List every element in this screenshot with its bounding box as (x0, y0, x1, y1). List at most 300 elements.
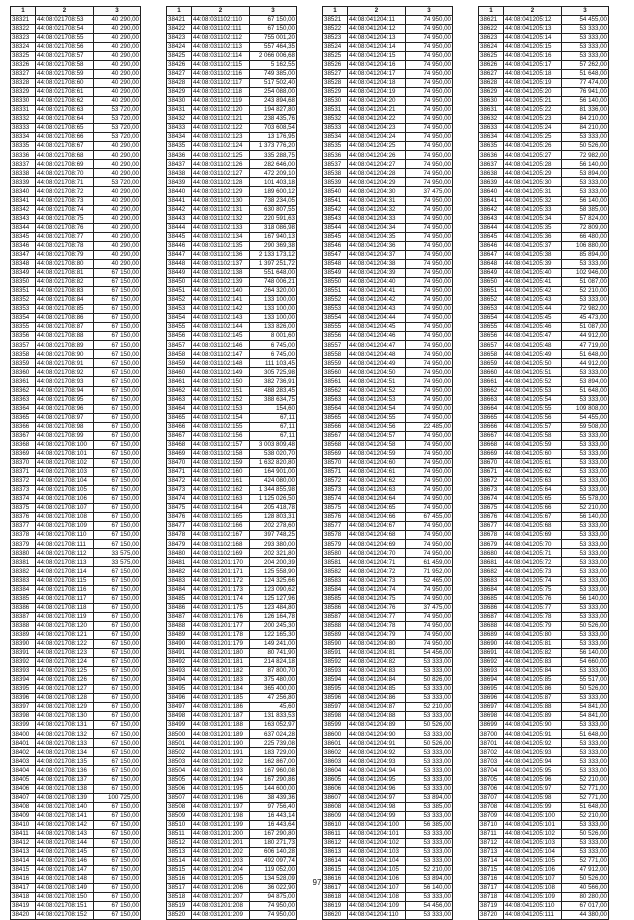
row-number: 38662 (479, 386, 504, 395)
table-row (479, 268, 609, 277)
value-cell: 67 150,00 (94, 902, 141, 911)
row-number: 38404 (11, 766, 36, 775)
cadastral-number: 44:08:031102:163 (192, 495, 250, 504)
row-number: 38706 (479, 784, 504, 793)
row-number: 38391 (11, 648, 36, 657)
value-cell: 74 950,00 (406, 368, 453, 377)
table-row (323, 748, 453, 757)
table-row (11, 486, 141, 495)
cadastral-number: 44:08:031201:187 (192, 712, 250, 721)
row-number: 38340 (11, 187, 36, 196)
row-number: 38372 (11, 476, 36, 485)
table-row (11, 567, 141, 576)
value-cell: 214 824,18 (250, 657, 297, 666)
table-row (479, 576, 609, 585)
row-number: 38564 (323, 404, 348, 413)
cadastral-number: 44:08:021708:146 (36, 856, 94, 865)
cadastral-number: 44:08:031201:174 (192, 594, 250, 603)
cadastral-number: 44:08:021708:83 (36, 287, 94, 296)
cadastral-number: 44:08:041205:106 (504, 866, 562, 875)
table-row (11, 223, 141, 232)
cadastral-number: 44:08:041204:70 (348, 549, 406, 558)
row-number: 38625 (479, 51, 504, 60)
table-row (479, 97, 609, 106)
cadastral-number: 44:08:031102:128 (192, 178, 250, 187)
row-number: 38554 (323, 314, 348, 323)
row-number: 38484 (167, 585, 192, 594)
cadastral-number: 44:08:021708:79 (36, 250, 94, 259)
value-cell: 53 333,00 (562, 666, 609, 675)
value-cell: 45,60 (250, 703, 297, 712)
value-cell: 67 150,00 (94, 268, 141, 277)
table-row (323, 486, 453, 495)
cadastral-number: 44:08:021708:65 (36, 124, 94, 133)
row-number: 38441 (167, 196, 192, 205)
value-cell: 74 950,00 (406, 115, 453, 124)
table-row (11, 802, 141, 811)
value-cell: 749 385,00 (250, 69, 297, 78)
row-number: 38397 (11, 703, 36, 712)
cadastral-number: 44:08:041204:93 (348, 757, 406, 766)
table-row (167, 277, 297, 286)
table-row (479, 911, 609, 920)
cadastral-number: 44:08:031201:193 (192, 766, 250, 775)
value-cell: 67 150,00 (94, 413, 141, 422)
table-row (479, 893, 609, 902)
cadastral-number: 44:08:041205:74 (504, 576, 562, 585)
cadastral-number: 44:08:041204:98 (348, 802, 406, 811)
table-row (11, 368, 141, 377)
table-row (479, 793, 609, 802)
row-number: 38690 (479, 639, 504, 648)
table-row (167, 712, 297, 721)
table-row (11, 395, 141, 404)
cadastral-number: 44:08:021708:103 (36, 467, 94, 476)
table-row (11, 187, 141, 196)
cadastral-number: 44:08:021708:147 (36, 866, 94, 875)
cadastral-number: 44:08:041205:23 (504, 115, 562, 124)
value-cell: 167 940,13 (250, 232, 297, 241)
row-number: 38588 (323, 621, 348, 630)
cadastral-number: 44:08:021708:56 (36, 42, 94, 51)
table-row (11, 323, 141, 332)
value-cell: 74 950,00 (406, 639, 453, 648)
value-cell: 80 741,90 (250, 648, 297, 657)
cadastral-number: 44:08:041204:73 (348, 576, 406, 585)
value-cell: 56 140,00 (562, 160, 609, 169)
cadastral-number: 44:08:041205:97 (504, 784, 562, 793)
table-row (479, 811, 609, 820)
table-row (11, 33, 141, 42)
row-number: 38338 (11, 169, 36, 178)
table-row (11, 78, 141, 87)
table-row (323, 259, 453, 268)
table-row (479, 142, 609, 151)
row-number: 38438 (167, 169, 192, 178)
value-cell: 74 950,00 (406, 458, 453, 467)
row-number: 38449 (167, 268, 192, 277)
row-number: 38654 (479, 314, 504, 323)
value-cell: 74 950,00 (406, 24, 453, 33)
table-row (479, 648, 609, 657)
cadastral-number: 44:08:021708:59 (36, 69, 94, 78)
table-row (323, 305, 453, 314)
cadastral-number: 44:08:041204:78 (348, 621, 406, 630)
cadastral-number: 44:08:031102:155 (192, 422, 250, 431)
table-row (323, 531, 453, 540)
value-cell: 53 333,00 (562, 187, 609, 196)
cadastral-number: 44:08:041205:33 (504, 205, 562, 214)
value-cell: 74 950,00 (250, 902, 297, 911)
row-number: 38373 (11, 486, 36, 495)
table-row (167, 287, 297, 296)
cadastral-number: 44:08:021708:121 (36, 630, 94, 639)
table-row (167, 476, 297, 485)
value-cell: 74 950,00 (406, 142, 453, 151)
value-cell: 74 950,00 (406, 404, 453, 413)
table-row (167, 558, 297, 567)
value-cell: 56 140,00 (562, 196, 609, 205)
value-cell: 53 333,00 (562, 42, 609, 51)
cadastral-number: 44:08:021708:140 (36, 802, 94, 811)
register-block-2 (166, 6, 297, 920)
row-number: 38720 (479, 911, 504, 920)
row-number: 38425 (167, 51, 192, 60)
row-number: 38430 (167, 97, 192, 106)
row-number: 38558 (323, 350, 348, 359)
table-row (323, 15, 453, 24)
value-cell: 58 385,00 (562, 205, 609, 214)
table-row (11, 97, 141, 106)
table-row (479, 748, 609, 757)
value-cell: 52 771,00 (562, 856, 609, 865)
cadastral-number: 44:08:021708:86 (36, 314, 94, 323)
value-cell: 67 150,00 (94, 395, 141, 404)
cadastral-number: 44:08:041204:110 (348, 911, 406, 920)
table-row (323, 495, 453, 504)
cadastral-number: 44:08:031102:127 (192, 169, 250, 178)
table-row (479, 413, 609, 422)
table-row (479, 115, 609, 124)
cadastral-number: 44:08:021708:88 (36, 332, 94, 341)
cadastral-number: 44:08:041204:106 (348, 875, 406, 884)
row-number: 38556 (323, 332, 348, 341)
cadastral-number: 44:08:031102:110 (192, 15, 250, 24)
table-row (11, 504, 141, 513)
row-number: 38331 (11, 106, 36, 115)
table-row (167, 87, 297, 96)
cadastral-number: 44:08:041204:23 (348, 124, 406, 133)
value-cell: 72 982,00 (562, 305, 609, 314)
table-row (11, 603, 141, 612)
row-number: 38440 (167, 187, 192, 196)
row-number: 38607 (323, 793, 348, 802)
row-number: 38422 (167, 24, 192, 33)
table-row (167, 60, 297, 69)
row-number: 38614 (323, 856, 348, 865)
cadastral-number: 44:08:041205:110 (504, 902, 562, 911)
cadastral-number: 44:08:031102:159 (192, 458, 250, 467)
table-row (167, 847, 297, 856)
table-row (479, 386, 609, 395)
row-number: 38408 (11, 802, 36, 811)
cadastral-number: 44:08:031201:188 (192, 721, 250, 730)
cadastral-number: 44:08:021708:135 (36, 757, 94, 766)
row-number: 38578 (323, 531, 348, 540)
table-row (323, 612, 453, 621)
cadastral-number: 44:08:041205:47 (504, 332, 562, 341)
row-number: 38518 (167, 893, 192, 902)
table-row (167, 549, 297, 558)
row-number: 38364 (11, 404, 36, 413)
row-number: 38653 (479, 305, 504, 314)
value-cell: 74 950,00 (406, 332, 453, 341)
row-number: 38344 (11, 223, 36, 232)
row-number: 38710 (479, 820, 504, 829)
row-number: 38714 (479, 856, 504, 865)
row-number: 38395 (11, 685, 36, 694)
row-number: 38680 (479, 549, 504, 558)
row-number: 38679 (479, 540, 504, 549)
table-row (11, 458, 141, 467)
value-cell: 53 333,00 (562, 522, 609, 531)
value-cell: 2 133 173,12 (250, 250, 297, 259)
cadastral-number: 44:08:041205:61 (504, 458, 562, 467)
row-number: 38600 (323, 730, 348, 739)
row-number: 38593 (323, 666, 348, 675)
value-cell: 54 455,00 (562, 15, 609, 24)
row-number: 38365 (11, 413, 36, 422)
value-cell: 53 333,00 (406, 911, 453, 920)
value-cell: 74 950,00 (406, 341, 453, 350)
value-cell: 76 941,00 (562, 87, 609, 96)
row-number: 38543 (323, 214, 348, 223)
value-cell: 54 455,00 (562, 413, 609, 422)
row-number: 38508 (167, 802, 192, 811)
row-number: 38429 (167, 87, 192, 96)
cadastral-number: 44:08:041205:86 (504, 685, 562, 694)
cadastral-number: 44:08:041204:16 (348, 60, 406, 69)
row-number: 38511 (167, 829, 192, 838)
value-cell: 40 290,00 (94, 160, 141, 169)
value-cell: 67 150,00 (94, 757, 141, 766)
cadastral-number: 44:08:021708:110 (36, 531, 94, 540)
cadastral-number: 44:08:021708:137 (36, 775, 94, 784)
table-row (323, 440, 453, 449)
table-row (11, 386, 141, 395)
cadastral-number: 44:08:021708:58 (36, 60, 94, 69)
row-number: 38562 (323, 386, 348, 395)
row-number: 38697 (479, 703, 504, 712)
value-cell: 67 150,00 (94, 314, 141, 323)
table-row (479, 341, 609, 350)
row-number: 38541 (323, 196, 348, 205)
table-row (167, 449, 297, 458)
row-number: 38505 (167, 775, 192, 784)
cadastral-number: 44:08:021708:107 (36, 504, 94, 513)
value-cell: 472 209,10 (250, 169, 297, 178)
cadastral-number: 44:08:021708:138 (36, 784, 94, 793)
value-cell: 100 725,00 (94, 793, 141, 802)
value-cell: 16 443,14 (250, 811, 297, 820)
cadastral-number: 44:08:041205:87 (504, 694, 562, 703)
row-number: 38353 (11, 305, 36, 314)
cadastral-number: 44:08:021708:104 (36, 476, 94, 485)
cadastral-number: 44:08:041205:25 (504, 133, 562, 142)
cadastral-number: 44:08:021708:90 (36, 350, 94, 359)
table-row (11, 721, 141, 730)
value-cell: 47 719,00 (562, 341, 609, 350)
row-number: 38637 (479, 160, 504, 169)
value-cell: 16 443,64 (250, 820, 297, 829)
row-number: 38493 (167, 666, 192, 675)
value-cell: 1 397 251,72 (250, 259, 297, 268)
cadastral-number: 44:08:041204:18 (348, 78, 406, 87)
table-row (11, 160, 141, 169)
cadastral-number: 44:08:021708:61 (36, 87, 94, 96)
cadastral-number: 44:08:041205:31 (504, 187, 562, 196)
table-row (479, 685, 609, 694)
table-row (167, 268, 297, 277)
cadastral-number: 44:08:041205:105 (504, 856, 562, 865)
value-cell: 55 578,00 (562, 495, 609, 504)
value-cell: 74 950,00 (406, 476, 453, 485)
row-number: 38480 (167, 549, 192, 558)
row-number: 38682 (479, 567, 504, 576)
row-number: 38703 (479, 757, 504, 766)
row-number: 38354 (11, 314, 36, 323)
value-cell: 56 140,00 (562, 648, 609, 657)
table-row (11, 314, 141, 323)
row-number: 38418 (11, 893, 36, 902)
table-row (11, 748, 141, 757)
value-cell: 54 660,00 (562, 657, 609, 666)
value-cell: 53 333,00 (562, 694, 609, 703)
cadastral-number: 44:08:041205:84 (504, 666, 562, 675)
cadastral-number: 44:08:031201:184 (192, 685, 250, 694)
row-number: 38673 (479, 486, 504, 495)
value-cell: 205 418,78 (250, 504, 297, 513)
cadastral-number: 44:08:021708:95 (36, 395, 94, 404)
cadastral-number: 44:08:021708:85 (36, 305, 94, 314)
value-cell: 335 288,75 (250, 151, 297, 160)
value-cell: 74 950,00 (406, 612, 453, 621)
value-cell: 40 290,00 (94, 78, 141, 87)
row-number: 38383 (11, 576, 36, 585)
row-number: 38718 (479, 893, 504, 902)
row-number: 38515 (167, 866, 192, 875)
value-cell: 53 333,00 (562, 567, 609, 576)
value-cell: 74 950,00 (406, 467, 453, 476)
table-row (167, 775, 297, 784)
table-row (323, 513, 453, 522)
cadastral-number: 44:08:041205:24 (504, 124, 562, 133)
table-row (167, 160, 297, 169)
cadastral-number: 44:08:041204:91 (348, 739, 406, 748)
table-row (167, 97, 297, 106)
cadastral-number: 44:08:031201:203 (192, 856, 250, 865)
table-row (323, 739, 453, 748)
cadastral-number: 44:08:041204:39 (348, 268, 406, 277)
row-number: 38379 (11, 540, 36, 549)
row-number: 38516 (167, 875, 192, 884)
row-number: 38610 (323, 820, 348, 829)
row-number: 38448 (167, 259, 192, 268)
row-number: 38431 (167, 106, 192, 115)
row-number: 38378 (11, 531, 36, 540)
row-number: 38699 (479, 721, 504, 730)
cadastral-number: 44:08:041204:34 (348, 223, 406, 232)
row-number: 38671 (479, 467, 504, 476)
value-cell: 74 950,00 (406, 259, 453, 268)
row-number: 38367 (11, 431, 36, 440)
value-cell: 40 290,00 (94, 241, 141, 250)
row-number: 38628 (479, 78, 504, 87)
value-cell: 53 333,00 (562, 51, 609, 60)
cadastral-number: 44:08:021708:115 (36, 576, 94, 585)
table-row (11, 250, 141, 259)
cadastral-number: 44:08:041205:22 (504, 106, 562, 115)
row-number: 38581 (323, 558, 348, 567)
table-row (479, 567, 609, 576)
value-cell: 74 950,00 (406, 33, 453, 42)
cadastral-number: 44:08:031102:114 (192, 51, 250, 60)
table-row (323, 540, 453, 549)
table-row (479, 359, 609, 368)
row-number: 38426 (167, 60, 192, 69)
row-number: 38507 (167, 793, 192, 802)
row-number: 38323 (11, 33, 36, 42)
cadastral-number: 44:08:041205:49 (504, 350, 562, 359)
value-cell: 74 950,00 (406, 504, 453, 513)
value-cell: 67 150,00 (94, 648, 141, 657)
value-cell: 397 748,25 (250, 531, 297, 540)
table-row (323, 639, 453, 648)
value-cell: 66 480,00 (562, 232, 609, 241)
cadastral-number: 44:08:041204:94 (348, 766, 406, 775)
cadastral-number: 44:08:041205:18 (504, 69, 562, 78)
table-row (479, 287, 609, 296)
table-row (167, 495, 297, 504)
row-number: 38464 (167, 404, 192, 413)
table-row (11, 87, 141, 96)
cadastral-number: 44:08:031102:111 (192, 24, 250, 33)
row-number: 38492 (167, 657, 192, 666)
row-number: 38346 (11, 241, 36, 250)
cadastral-number: 44:08:021708:109 (36, 522, 94, 531)
cadastral-number: 44:08:021708:92 (36, 368, 94, 377)
table-row (11, 558, 141, 567)
value-cell: 72 809,00 (562, 223, 609, 232)
cadastral-number: 44:08:041204:13 (348, 33, 406, 42)
table-row (479, 531, 609, 540)
value-cell: 40 290,00 (94, 250, 141, 259)
cadastral-number: 44:08:041205:103 (504, 838, 562, 847)
row-number: 38591 (323, 648, 348, 657)
value-cell: 149 241,00 (250, 639, 297, 648)
value-cell: 74 950,00 (406, 151, 453, 160)
value-cell: 40 290,00 (94, 259, 141, 268)
value-cell: 67 150,00 (94, 431, 141, 440)
value-cell: 67 150,00 (94, 513, 141, 522)
table-row (167, 603, 297, 612)
value-cell: 22 485,00 (406, 422, 453, 431)
row-number: 38631 (479, 106, 504, 115)
row-number: 38544 (323, 223, 348, 232)
value-cell: 67 150,00 (94, 576, 141, 585)
row-number: 38504 (167, 766, 192, 775)
value-cell: 53 333,00 (562, 576, 609, 585)
